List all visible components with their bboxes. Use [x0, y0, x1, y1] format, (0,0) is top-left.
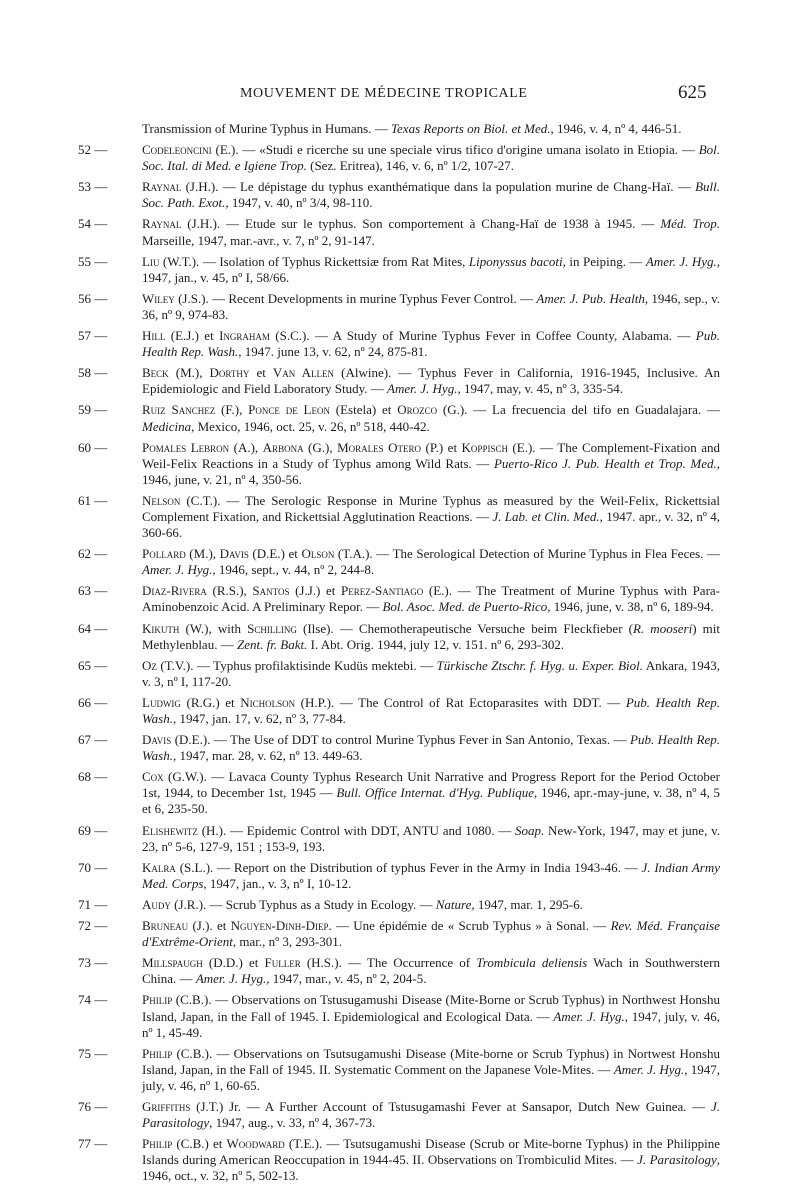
- ref-journal-title: Medicina: [142, 418, 192, 434]
- ref-journal-title: Rev. Méd. Française d'Extrême-Orient: [142, 918, 720, 950]
- ref-text-segment: , 1946, june, v. 21, nº 4, 350-56.: [142, 455, 720, 487]
- reference-number: 77 —: [78, 1136, 108, 1152]
- ref-text-segment: , Mexico, 1946, oct. 25, v. 26, nº 518, 440-42.: [191, 418, 430, 434]
- reference-entry: [78, 897, 720, 913]
- ref-text-segment: , 1947, jan., v. 45, nº I, 58/66.: [142, 253, 720, 285]
- reference-number: 60 —: [78, 439, 108, 455]
- reference-number: 71 —: [78, 896, 108, 912]
- ref-text-segment: , 1947, jan. 17, v. 62, nº 3, 77-84.: [172, 711, 346, 726]
- reference-entry: [78, 918, 720, 950]
- reference-entry: [78, 583, 720, 615]
- reference-text: [142, 658, 720, 690]
- ref-author-name: Orozco: [397, 402, 438, 418]
- ref-text-segment: I. Abt. Orig. 1944, july 12, v. 151. nº 6, 293-302.: [307, 636, 565, 652]
- ref-text-segment: New-York, 1947, may et june, v. 23, nº 5-6, 127-9, 151 ; 153-9, 193.: [142, 822, 721, 854]
- ref-author-name: Oz: [142, 657, 157, 673]
- ref-author-name: Schilling: [247, 620, 297, 636]
- ref-journal-title: Trombicula deliensis: [476, 955, 588, 971]
- ref-journal-title: Amer. J. Hyg.: [553, 1008, 625, 1024]
- reference-entry: [78, 1099, 720, 1131]
- reference-entry: [78, 1136, 720, 1184]
- reference-text: [142, 440, 720, 488]
- reference-number: 57 —: [78, 328, 108, 344]
- ref-journal-title: Amer. J. Hyg.: [387, 381, 458, 397]
- ref-author-name: Griffiths: [142, 1098, 191, 1114]
- ref-text-segment: (J.T.) Jr. — A Further Account of Tstusugamashi Fever at Sansapor, Dutch New Guinea. —: [190, 1098, 711, 1114]
- ref-journal-title: Nature: [435, 896, 472, 912]
- reference-entry: [78, 860, 720, 892]
- reference-entry: [78, 216, 720, 248]
- ref-text-segment: (Alwine). — Typhus Fever in California, 1916-1945, Inclusive. An Epidemiologic and Field Laboratory Study. —: [142, 365, 721, 397]
- reference-number: 58 —: [78, 365, 108, 381]
- reference-text: [142, 992, 720, 1040]
- ref-author-name: Audy: [142, 896, 171, 912]
- ref-text-segment: (D.E.). — The Use of DDT to control Murine Typhus Fever in San Antonio, Texas. —: [171, 732, 631, 748]
- ref-text-segment: (W.T.). — Isolation of Typhus Rickettsiæ from Rat Mites,: [159, 253, 469, 269]
- reference-entry: [78, 769, 720, 817]
- ref-author-name: Pollard: [142, 546, 186, 562]
- ref-text-segment: (E.). — The Complement-Fixation and Weil-Felix Reactions in a Study of Typhus among Wild Rats. —: [142, 439, 721, 471]
- reference-text: [142, 897, 720, 913]
- ref-journal-title: Zent. fr. Bakt.: [236, 636, 308, 652]
- ref-journal-title: Bol. Asoc. Med. de Puerto-Rico: [382, 599, 548, 615]
- ref-text-segment: , 1947, aug., v. 33, nº 4, 367-73.: [209, 1115, 376, 1131]
- ref-journal-title: Amer. J. Pub. Health: [536, 290, 645, 306]
- reference-entry: [78, 992, 720, 1040]
- reference-text: [142, 1099, 720, 1131]
- ref-text-segment: (T.E.). — Tsutsugamushi Disease (Scrub or Mite-borne Typhus) in the Philippine Islands during American Reoccupation in 1944-45. II. Observations on Trombiculid Mites. —: [142, 1136, 720, 1168]
- reference-number: 74 —: [78, 992, 108, 1008]
- ref-text-segment: (J.J.) et: [289, 583, 341, 599]
- reference-text: [142, 493, 720, 541]
- reference-entry: [78, 823, 720, 855]
- ref-text-segment: (M.),: [168, 365, 210, 381]
- reference-entry: [78, 121, 720, 137]
- reference-entry: [78, 546, 720, 578]
- reference-text: [142, 1136, 720, 1184]
- ref-text-segment: , mar., nº 3, 293-301.: [232, 934, 342, 950]
- ref-author-name: Santos: [252, 583, 290, 599]
- reference-text: [142, 254, 720, 286]
- ref-text-segment: (R.S.),: [206, 583, 253, 599]
- ref-author-name: Philip: [142, 992, 173, 1008]
- ref-text-segment: (C.B.) et: [172, 1136, 227, 1152]
- ref-author-name: Millspaugh: [142, 955, 203, 971]
- reference-number: 70 —: [78, 859, 108, 875]
- reference-text: [142, 328, 720, 360]
- ref-journal-title: Amer. J. Hyg.: [195, 971, 267, 987]
- ref-author-name: Codeleoncini: [142, 142, 212, 158]
- ref-author-name: Kalra: [142, 859, 176, 875]
- reference-text: [142, 142, 720, 174]
- ref-author-name: Van Allen: [272, 365, 335, 381]
- reference-number: 65 —: [78, 657, 108, 673]
- ref-text-segment: , 1947, mar., v. 45, nº 2, 204-5.: [266, 971, 427, 987]
- ref-journal-title: Amer. J. Hyg.: [645, 253, 717, 269]
- ref-author-name: Hill: [142, 328, 166, 344]
- reference-text: [142, 732, 720, 764]
- ref-text-segment: , 1947, v. 40, nº 3/4, 98-110.: [225, 195, 373, 211]
- ref-author-name: Raynal: [142, 179, 182, 195]
- reference-number: 75 —: [78, 1045, 108, 1061]
- reference-text: [142, 918, 720, 950]
- ref-text-segment: , 1947, may, v. 45, nº 3, 335-54.: [457, 381, 624, 397]
- ref-author-name: Pomales Lebron: [142, 439, 230, 455]
- ref-text-segment: (R.G.) et: [180, 694, 241, 710]
- ref-text-segment: (G.W.). — Lavaca County Typhus Research Unit Narrative and Progress Report for the Period October 1st, 1944, to December 1st, 1945 —: [142, 769, 720, 801]
- ref-text-segment: (C.B.). — Observations on Tsutsugamushi Disease (Mite-borne or Scrub Typhus) in Nortwest Honshu Island, Japan, in the Fall of 1945. II. Systematic Comment on the Japanese Vole-Mites. —: [142, 1045, 720, 1077]
- ref-journal-title: Amer. J. Hyg.: [142, 562, 213, 578]
- ref-journal-title: Texas Reports on Biol. et Med.: [391, 121, 551, 136]
- reference-number: 63 —: [78, 583, 108, 599]
- reference-number: 62 —: [78, 546, 108, 562]
- ref-text-segment: (G.). — La frecuencia del tifo en Guadalajara. —: [437, 402, 720, 418]
- ref-text-segment: , 1946, sep., v. 36, nº 9, 974-83.: [142, 290, 721, 322]
- ref-journal-title: Amer. J. Hyg.: [613, 1061, 685, 1077]
- reference-entry: [78, 695, 720, 727]
- ref-text-segment: , 1946, apr.-may-june, v. 38, nº 4, 5 et 6, 235-50.: [142, 785, 720, 817]
- ref-text-segment: (E.). — «Studi e ricerche su une speciale virus tifico d'origine umana isolato in Etiopia. —: [211, 142, 699, 158]
- reference-number: 56 —: [78, 290, 108, 306]
- running-title: MOUVEMENT DE MÉDECINE TROPICALE: [240, 86, 528, 101]
- ref-author-name: Ludwig: [142, 694, 181, 710]
- ref-author-name: Elishewitz: [142, 822, 198, 838]
- ref-journal-title: Méd. Trop.: [660, 216, 720, 232]
- reference-number: 72 —: [78, 918, 108, 934]
- ref-text-segment: (F.),: [215, 402, 249, 418]
- ref-text-segment: (C.B.). — Observations on Tstusugamushi Disease (Mite-Borne or Scrub Typhus) in Northwest Honshu Island, Japan, in the Fall of 1945. I. Epidemiological and Ecological Data. —: [142, 992, 720, 1024]
- ref-text-segment: (Ilse). — Chemotherapeutische Versuche beim Fleckfieber (: [296, 620, 633, 636]
- reference-text: [142, 860, 720, 892]
- reference-number: 76 —: [78, 1098, 108, 1114]
- ref-text-segment: , 1947, july, v. 46, nº 1, 60-65.: [142, 1061, 721, 1093]
- ref-text-segment: , 1947, mar. 1, 295-6.: [471, 896, 583, 912]
- reference-text: [142, 291, 720, 323]
- ref-journal-title: Pub. Health Rep. Wash.: [142, 328, 720, 360]
- reference-entry: [78, 955, 720, 987]
- ref-author-name: Perez-Santiago: [340, 583, 424, 599]
- ref-author-name: Ponce de Leon: [248, 402, 330, 418]
- reference-text: [142, 621, 720, 653]
- reference-number: 73 —: [78, 955, 108, 971]
- ref-author-name: Koppisch: [461, 439, 508, 455]
- reference-text: [142, 1046, 720, 1094]
- reference-text: [142, 121, 720, 137]
- reference-entry: [78, 291, 720, 323]
- reference-entry: [78, 328, 720, 360]
- ref-text-segment: , 1947, jan., v. 3, nº I, 10-12.: [203, 875, 352, 891]
- ref-journal-title: J. Parasitology: [142, 1098, 720, 1131]
- ref-text-segment: (G.),: [303, 439, 338, 455]
- ref-text-segment: (H.). — Epidemic Control with DDT, ANTU and 1080. —: [197, 822, 516, 838]
- ref-text-segment: (Estela) et: [329, 402, 398, 418]
- ref-author-name: Nguyen-Dinh-Diep: [230, 918, 329, 934]
- ref-author-name: Wiley: [142, 290, 175, 306]
- reference-list: [78, 121, 720, 1189]
- reference-text: [142, 365, 720, 397]
- reference-text: [142, 402, 720, 434]
- reference-entry: [78, 440, 720, 488]
- reference-number: 68 —: [78, 769, 108, 785]
- ref-author-name: Nicholson: [240, 694, 296, 710]
- ref-text-segment: Ankara, 1943, v. 3, nº I, 117-20.: [142, 657, 720, 689]
- reference-entry: [78, 254, 720, 286]
- ref-journal-title: J. Indian Army Med. Corps: [142, 859, 720, 891]
- ref-journal-title: R. mooseri: [632, 620, 693, 636]
- ref-journal-title: J. Parasitology: [637, 1152, 717, 1168]
- ref-journal-title: Bol. Soc. Ital. di Med. e Igiene Trop.: [142, 142, 720, 174]
- ref-text-segment: (J.). et: [188, 918, 231, 934]
- ref-journal-title: Türkische Ztschr. f. Hyg. u. Exper. Biol.: [436, 657, 643, 673]
- ref-text-segment: (S.C.). — A Study of Murine Typhus Fever in Coffee County, Alabama. —: [269, 328, 696, 344]
- page-number: 625: [678, 82, 707, 103]
- ref-text-segment: . — Une épidémie de « Scrub Typhus » à Sonal. —: [328, 918, 611, 934]
- ref-author-name: Raynal: [142, 216, 182, 232]
- ref-text-segment: , 1947. apr., v. 32, nº 4, 360-66.: [142, 508, 720, 541]
- ref-text-segment: (J.H.). — Etude sur le typhus. Son comportement à Chang-Haï de 1938 à 1945. —: [181, 216, 661, 232]
- reference-number: 67 —: [78, 732, 108, 748]
- ref-text-segment: (J.H.). — Le dépistage du typhus exanthématique dans la population murine de Chang-Haï. —: [181, 179, 696, 195]
- reference-number: 53 —: [78, 179, 108, 195]
- ref-author-name: Philip: [142, 1045, 173, 1061]
- reference-entry: [78, 365, 720, 397]
- ref-author-name: Nelson: [142, 492, 181, 508]
- ref-journal-title: J. Lab. et Clin. Med.: [492, 508, 600, 524]
- ref-author-name: Morales Otero: [337, 439, 422, 455]
- ref-text-segment: , 1947, july, v. 46, nº 1, 45-49.: [142, 1008, 720, 1040]
- reference-number: 69 —: [78, 822, 108, 838]
- reference-entry: [78, 493, 720, 541]
- reference-text: [142, 823, 720, 855]
- reference-number: 52 —: [78, 142, 108, 158]
- ref-author-name: Kikuth: [142, 620, 180, 636]
- ref-journal-title: Liponyssus bacoti: [468, 253, 563, 269]
- ref-author-name: Davis: [219, 546, 249, 562]
- ref-text-segment: et: [249, 365, 273, 381]
- reference-text: [142, 546, 720, 578]
- ref-journal-title: Bull. Office Internat. d'Hyg. Publique: [336, 785, 535, 801]
- reference-number: 59 —: [78, 402, 108, 418]
- ref-author-name: Liu: [142, 253, 160, 269]
- ref-text-segment: Transmission of Murine Typhus in Humans. —: [142, 121, 391, 136]
- ref-author-name: Dorthy: [209, 365, 250, 381]
- ref-text-segment: , 1946, oct., v. 32, nº 5, 502-13.: [142, 1152, 720, 1184]
- ref-author-name: Ruiz Sanchez: [142, 402, 216, 418]
- ref-author-name: Beck: [142, 365, 169, 381]
- reference-entry: [78, 1046, 720, 1094]
- ref-text-segment: (J.R.). — Scrub Typhus as a Study in Ecology. —: [170, 896, 436, 912]
- ref-author-name: Fuller: [264, 955, 301, 971]
- ref-text-segment: (H.P.). — The Control of Rat Ectoparasites with DDT. —: [295, 694, 626, 710]
- ref-author-name: Cox: [142, 769, 164, 785]
- ref-text-segment: , in Peiping. —: [562, 253, 646, 269]
- ref-journal-title: Puerto-Rico J. Pub. Health et Trop. Med.: [493, 455, 717, 471]
- ref-text-segment: , 1947, mar. 28, v. 62, nº 13. 449-63.: [172, 748, 363, 764]
- reference-entry: [78, 402, 720, 434]
- reference-text: [142, 179, 720, 211]
- ref-author-name: Davis: [142, 732, 172, 748]
- ref-author-name: Arbona: [262, 439, 304, 455]
- ref-text-segment: (E.). — The Treatment of Murine Typhus with Para-Aminobenzoic Acid. A Preliminary Repor. —: [142, 583, 721, 615]
- ref-text-segment: ) mit Methylenblau. —: [142, 620, 720, 652]
- reference-entry: [78, 658, 720, 690]
- ref-author-name: Diaz-Rivera: [142, 583, 207, 599]
- reference-number: 61 —: [78, 492, 108, 508]
- reference-number: 55 —: [78, 253, 108, 269]
- ref-author-name: Philip: [142, 1136, 173, 1152]
- reference-text: [142, 955, 720, 987]
- ref-text-segment: (M.),: [185, 546, 220, 562]
- reference-entry: [78, 621, 720, 653]
- ref-author-name: Ingraham: [219, 328, 270, 344]
- reference-text: [142, 695, 720, 727]
- ref-text-segment: Marseille, 1947, mar.-avr., v. 7, nº 2, 91-147.: [142, 232, 375, 248]
- ref-text-segment: , 1946, sept., v. 44, nº 2, 244-8.: [212, 562, 375, 578]
- ref-journal-title: Pub. Health Rep. Wash.: [142, 732, 720, 764]
- reference-number: [78, 121, 142, 137]
- ref-author-name: Bruneau: [142, 918, 189, 934]
- ref-text-segment: , 1946, june, v. 38, nº 6, 189-94.: [547, 599, 714, 615]
- reference-entry: [78, 179, 720, 211]
- reference-entry: [78, 142, 720, 174]
- ref-journal-title: Bull. Soc. Path. Exot.: [142, 179, 720, 211]
- ref-text-segment: (T.V.). — Typhus profilaktisinde Kudüs mektebi. —: [156, 657, 437, 673]
- running-head: [0, 82, 800, 108]
- ref-text-segment: (W.), with: [179, 620, 248, 636]
- ref-text-segment: (S.L.). — Report on the Distribution of typhus Fever in the Army in India 1943-46. —: [175, 859, 642, 875]
- ref-text-segment: , 1946, v. 4, nº 4, 446-51.: [550, 121, 682, 136]
- ref-text-segment: (E.J.) et: [165, 328, 220, 344]
- ref-text-segment: , 1947. june 13, v. 62, nº 24, 875-81.: [238, 344, 428, 360]
- ref-text-segment: (P.) et: [421, 439, 462, 455]
- reference-number: 54 —: [78, 216, 108, 232]
- ref-text-segment: (Sez. Eritrea), 146, v. 6, nº 1/2, 107-27.: [306, 158, 515, 174]
- ref-author-name: Woodward: [226, 1136, 285, 1152]
- ref-text-segment: (D.D.) et: [202, 955, 265, 971]
- ref-text-segment: (H.S.). — The Occurrence of: [300, 955, 477, 971]
- ref-text-segment: (D.E.) et: [248, 546, 302, 562]
- ref-text-segment: (J.S.). — Recent Developments in murine Typhus Fever Control. —: [174, 290, 537, 306]
- ref-journal-title: Pub. Health Rep. Wash.: [142, 694, 720, 726]
- reference-entry: [78, 732, 720, 764]
- reference-number: 64 —: [78, 620, 108, 636]
- reference-text: [142, 769, 720, 817]
- reference-text: [142, 216, 720, 248]
- ref-journal-title: Soap.: [515, 822, 545, 838]
- ref-text-segment: (A.),: [229, 439, 263, 455]
- reference-number: 66 —: [78, 694, 108, 710]
- ref-text-segment: (C.T.). — The Serologic Response in Murine Typhus as measured by the Weil-Felix, Rickettsial Complement Fixation, and Rickettsial Agglutination Reactions. —: [142, 492, 720, 524]
- ref-text-segment: Wach in Southwerstern China. —: [142, 955, 721, 987]
- reference-text: [142, 583, 720, 615]
- ref-text-segment: (T.A.). — The Serological Detection of Murine Typhus in Flea Feces. —: [334, 546, 720, 562]
- ref-author-name: Olson: [301, 546, 335, 562]
